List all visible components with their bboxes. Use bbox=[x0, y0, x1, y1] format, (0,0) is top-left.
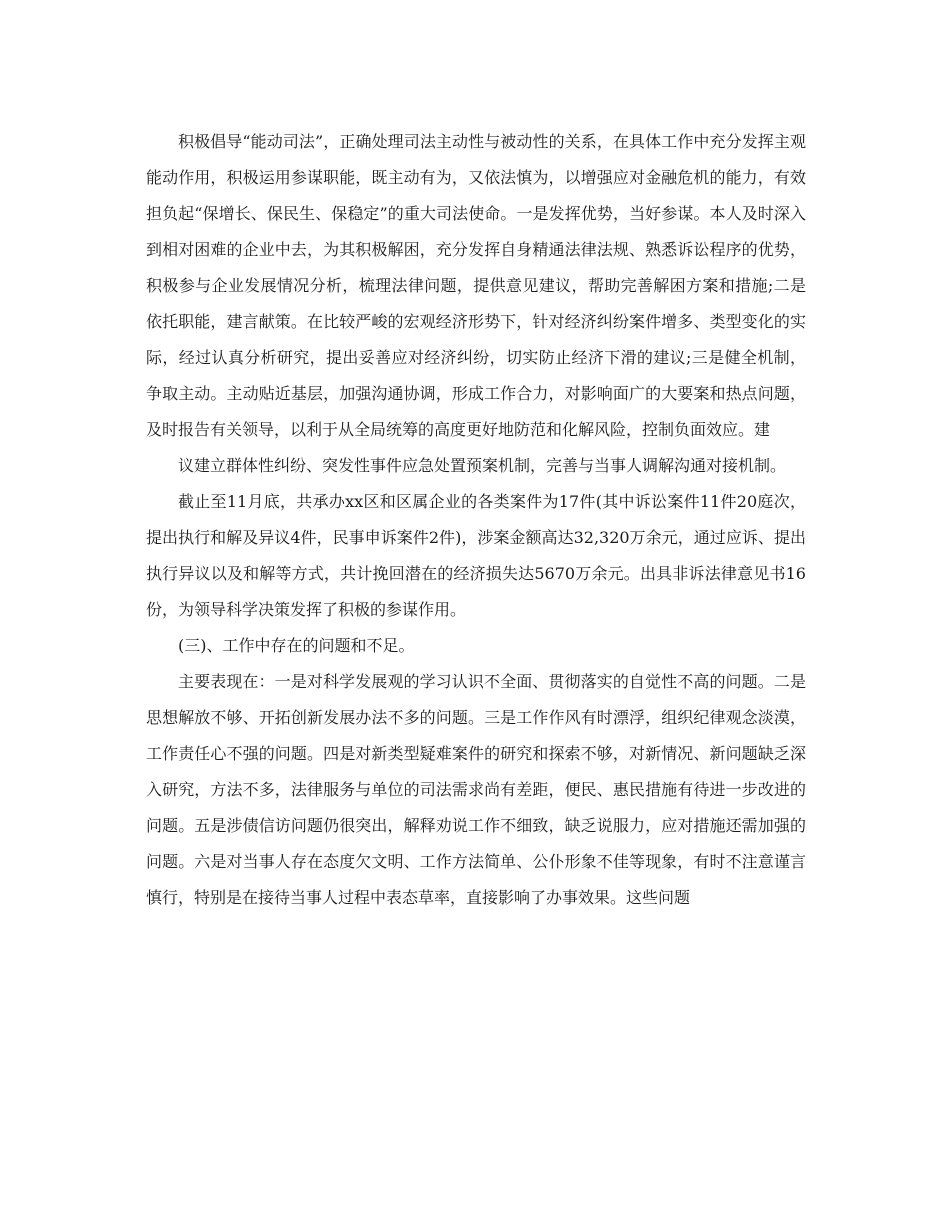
paragraph-active-justice: 积极倡导“能动司法”，正确处理司法主动性与被动性的关系，在具体工作中充分发挥主观能动作用，积极运用参谋职能，既主动有为，又依法慎为，以增强应对金融危机的能力，有效担负起“保增长、保民生、保稳定”的重大司法使命。一是发挥优势，当好参谋。本人及时深入到相对困难的企业中去，为其积极解困，充分发挥自身精通法律法规、熟悉诉讼程序的优势，积极参与企业发展情况分析，梳理法律问题，提供意见建议，帮助完善解困方案和措施;二是依托职能，建言献策。在比较严峻的宏观经济形势下，针对经济纠纷案件增多、类型变化的实际，经过认真分析研究，提出妥善应对经济纠纷，切实防止经济下滑的建议;三是健全机制，争取主动。主动贴近基层，加强沟通协调，形成工作合力，对影响面广的大要案和热点问题，及时报告有关领导，以利于从全局统筹的高度更好地防范和化解风险，控制负面效应。建 bbox=[146, 132, 806, 439]
paragraph-case-statistics: 截止至11月底，共承办xx区和区属企业的各类案件为17件(其中诉讼案件11件20庭次，提出执行和解及异议4件，民事申诉案件2件)，涉案金额高达32,320万余元，通过应诉、提出执行异议以及和解等方式，共计挽回潜在的经济损失达5670万余元。出具非诉法律意见书16份，为领导科学决策发挥了积极的参谋作用。 bbox=[146, 492, 806, 619]
section-heading-problems: (三)、工作中存在的问题和不足。 bbox=[178, 636, 415, 655]
paragraph-problems-detail: 主要表现在：一是对科学发展观的学习认识不全面、贯彻落实的自觉性不高的问题。二是思想解放不够、开拓创新发展办法不多的问题。三是工作作风有时漂浮，组织纪律观念淡漠，工作责任心不强的问题。四是对新类型疑难案件的研究和探索不够，对新情况、新问题缺乏深入研究，方法不多，法律服务与单位的司法需求尚有差距，便民、惠民措施有待进一步改进的问题。五是涉债信访问题仍很突出，解释劝说工作不细致，缺乏说服力，应对措施还需加强的问题。六是对当事人存在态度欠文明、工作方法简单、公仆形象不佳等现象，有时不注意谨言慎行，特别是在接待当事人过程中表态草率，直接影响了办事效果。这些问题 bbox=[146, 672, 806, 907]
paragraph-mechanism-suggestion: 议建立群体性纠纷、突发性事件应急处置预案机制，完善与当事人调解沟通对接机制。 bbox=[178, 456, 787, 475]
document-body bbox=[146, 124, 806, 916]
